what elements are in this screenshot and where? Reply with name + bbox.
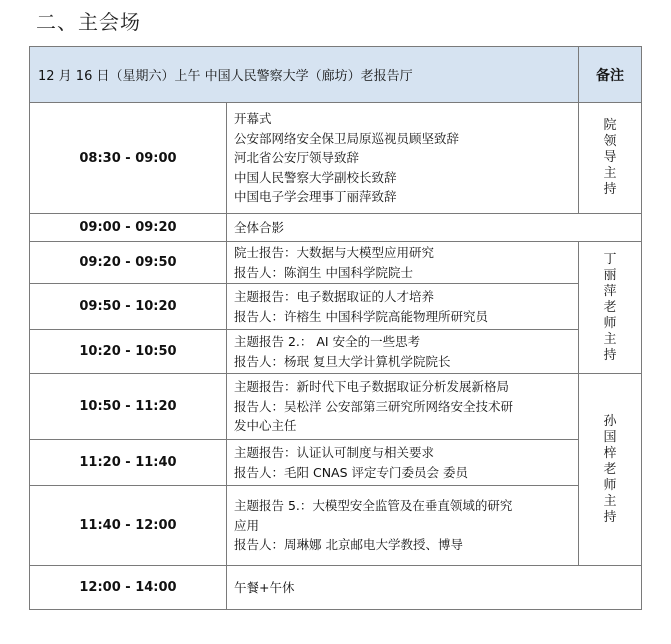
content-line: 开幕式: [234, 111, 272, 127]
table-header-row: [30, 47, 642, 103]
content-line: 公安部网络安全保卫局原巡视员顾坚致辞: [234, 130, 460, 146]
time-cell: 10:50 - 11:20: [30, 374, 227, 440]
content-cell: [227, 374, 579, 440]
session-title: 12 月 16 日（星期六）上午 中国人民警察大学（廊坊）老报告厅: [30, 47, 579, 103]
time-cell: 11:20 - 11:40: [30, 440, 227, 486]
note-cell: [579, 242, 642, 374]
note-text: 院领导主持: [603, 118, 617, 197]
note-column-header: 备注: [579, 47, 642, 103]
content-line: 中国人民警察大学副校长致辞: [234, 169, 397, 185]
content-line: 报告人：周琳娜 北京邮电大学教授、博导: [234, 537, 463, 553]
content-cell: [227, 214, 642, 242]
table-row: [30, 486, 642, 566]
time-cell: 09:20 - 09:50: [30, 242, 227, 284]
content-cell: [227, 566, 642, 610]
note-text: 丁丽萍老师主持: [603, 251, 617, 363]
content-cell: [227, 330, 579, 374]
note-text: 孙国梓老师主持: [603, 413, 617, 525]
table-row: [30, 330, 642, 374]
table-row: [30, 214, 642, 242]
content-line: 主题报告：新时代下电子数据取证分析发展新格局: [234, 379, 510, 395]
time-cell: 08:30 - 09:00: [30, 103, 227, 214]
content-line: 中国电子学会理事丁丽萍致辞: [234, 189, 397, 205]
content-line: 全体合影: [234, 219, 285, 235]
time-cell: 12:00 - 14:00: [30, 566, 227, 610]
content-line: 河北省公安厅领导致辞: [234, 150, 360, 166]
content-line: 报告人：吴松洋 公安部第三研究所网络安全技术研: [234, 398, 513, 414]
table-row: [30, 242, 642, 284]
content-cell: [227, 284, 579, 330]
time-cell: 11:40 - 12:00: [30, 486, 227, 566]
content-line: 发中心主任: [234, 418, 297, 434]
table-row: [30, 284, 642, 330]
content-line: 院士报告：大数据与大模型应用研究: [234, 245, 435, 260]
time-cell: 09:50 - 10:20: [30, 284, 227, 330]
table-row: [30, 374, 642, 440]
content-line: 主题报告 5.：大模型安全监管及在垂直领域的研究: [234, 498, 513, 514]
content-line: 应用: [234, 517, 260, 533]
note-cell: [579, 103, 642, 214]
content-line: 主题报告：认证认可制度与相关要求: [234, 445, 435, 460]
table-row: [30, 103, 642, 214]
table-row: [30, 566, 642, 610]
time-cell: 10:20 - 10:50: [30, 330, 227, 374]
note-cell: [579, 374, 642, 566]
content-line: 报告人：许榕生 中国科学院高能物理所研究员: [234, 308, 488, 324]
content-cell: [227, 440, 579, 486]
content-line: 午餐+午休: [234, 579, 295, 595]
section-title: 二、主会场: [36, 10, 141, 34]
content-cell: [227, 103, 579, 214]
table-row: [30, 440, 642, 486]
schedule-table: [29, 46, 642, 610]
content-line: 主题报告 2.： AI 安全的一些思考: [234, 334, 421, 349]
content-line: 报告人：陈润生 中国科学院院士: [234, 264, 413, 280]
content-cell: [227, 242, 579, 284]
content-cell: [227, 486, 579, 566]
content-line: 报告人：毛阳 CNAS 评定专门委员会 委员: [234, 464, 468, 480]
content-line: 报告人：杨珉 复旦大学计算机学院院长: [234, 353, 451, 369]
time-cell: 09:00 - 09:20: [30, 214, 227, 242]
content-line: 主题报告：电子数据取证的人才培养: [234, 289, 435, 304]
